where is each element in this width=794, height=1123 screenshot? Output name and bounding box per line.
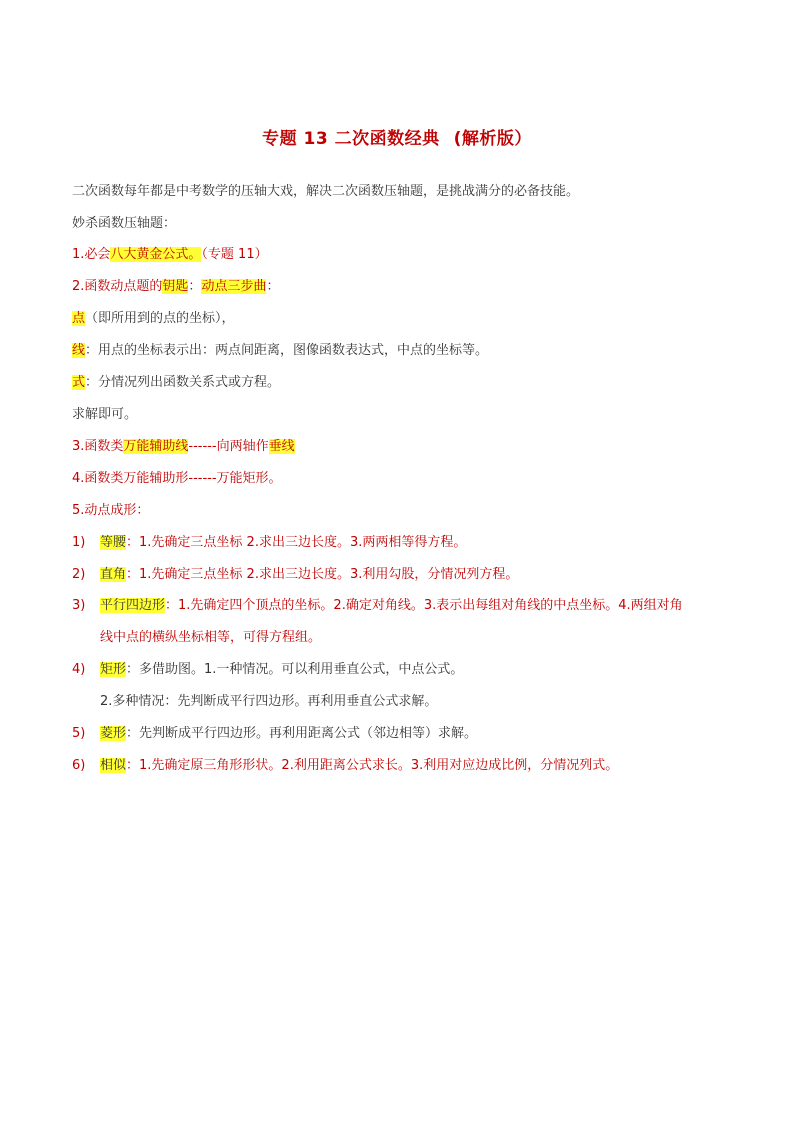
- item-3-key: 平行四边形: [100, 598, 166, 613]
- list-item: [100, 565, 518, 585]
- list-item: [100, 756, 618, 776]
- point-2: [72, 277, 279, 297]
- step-point-key: 点: [72, 311, 86, 326]
- step-line: [72, 341, 488, 361]
- item-4-number: 4): [72, 662, 86, 677]
- item-3-text: ：1.先确定四个顶点的坐标。2.确定对角线。3.表示出每组对角线的中点坐标。4.两组对角: [165, 598, 683, 613]
- item-6-text: ：1.先确定原三角形形状。2.利用距离公式求长。3.利用对应边成比例，分情况列式。: [126, 758, 619, 773]
- point-2-separator: ：: [188, 279, 202, 294]
- step-line-text: ：用点的坐标表示出：两点间距离，图像函数表达式，中点的坐标等。: [85, 343, 489, 358]
- item-3-text-2: 线中点的横纵坐标相等，可得方程组。: [100, 630, 322, 645]
- title-main: 专题 13 二次函数经典: [262, 129, 440, 149]
- item-2-key: 直角: [100, 567, 127, 582]
- point-3-highlight-aux: 万能辅助线: [123, 439, 189, 454]
- page-title: [0, 124, 794, 149]
- point-4: 4.函数类万能辅助形------万能矩形。: [72, 471, 282, 486]
- item-6-number: 6): [72, 758, 86, 773]
- point-3: [72, 437, 295, 457]
- point-2-highlight-key: 钥匙: [162, 279, 189, 294]
- step-formula: [72, 373, 280, 393]
- item-1-number: 1): [72, 535, 86, 550]
- item-4-text-2: 2.多种情况：先判断成平行四边形。再利用垂直公式求解。: [100, 694, 438, 709]
- title-suffix: (解析版）: [453, 129, 532, 149]
- point-3-highlight-perp: 垂线: [268, 439, 295, 454]
- item-5-number: 5): [72, 726, 86, 741]
- step-formula-key: 式: [72, 375, 86, 390]
- intro-paragraph: 二次函数每年都是中考数学的压轴大戏，解决二次函数压轴题，是挑战满分的必备技能。: [72, 184, 580, 199]
- item-1-text: ：1.先确定三点坐标 2.求出三边长度。3.两两相等得方程。: [126, 535, 467, 550]
- item-3-number: 3): [72, 598, 86, 613]
- point-1-suffix: （专题 11）: [201, 247, 268, 262]
- solve-line: 求解即可。: [72, 407, 138, 422]
- list-item: [100, 724, 477, 744]
- list-item: [100, 596, 683, 616]
- item-4-key: 矩形: [100, 662, 127, 677]
- step-point: [72, 309, 235, 329]
- item-5-key: 菱形: [100, 726, 127, 741]
- item-4-text: ：多借助图。1.一种情况。可以利用垂直公式，中点公式。: [126, 662, 464, 677]
- point-1: [72, 245, 268, 265]
- step-line-key: 线: [72, 343, 86, 358]
- item-5-text: ：先判断成平行四边形。再利用距离公式（邻边相等）求解。: [126, 726, 478, 741]
- list-item: [100, 533, 466, 553]
- item-4-continuation: [100, 692, 437, 712]
- step-formula-text: ：分情况列出函数关系式或方程。: [85, 375, 281, 390]
- item-2-number: 2): [72, 567, 86, 582]
- step-point-text: （即所用到的点的坐标），: [85, 311, 235, 326]
- point-1-prefix: 1.必会: [72, 247, 111, 262]
- item-2-text: ：1.先确定三点坐标 2.求出三边长度。3.利用勾股，分情况列方程。: [126, 567, 519, 582]
- point-3-prefix: 3.函数类: [72, 439, 124, 454]
- item-3-continuation: [100, 628, 321, 648]
- point-2-highlight-steps: 动点三步曲: [201, 279, 267, 294]
- item-1-key: 等腰: [100, 535, 127, 550]
- point-2-suffix: ：: [266, 279, 280, 294]
- item-6-key: 相似: [100, 758, 127, 773]
- point-1-highlight: 八大黄金公式。: [110, 247, 202, 262]
- point-2-prefix: 2.函数动点题的: [72, 279, 163, 294]
- section-heading: 妙杀函数压轴题：: [72, 216, 177, 231]
- point-3-mid: ------向两轴作: [188, 439, 269, 454]
- list-item: [100, 660, 463, 680]
- point-5: 5.动点成形：: [72, 503, 150, 518]
